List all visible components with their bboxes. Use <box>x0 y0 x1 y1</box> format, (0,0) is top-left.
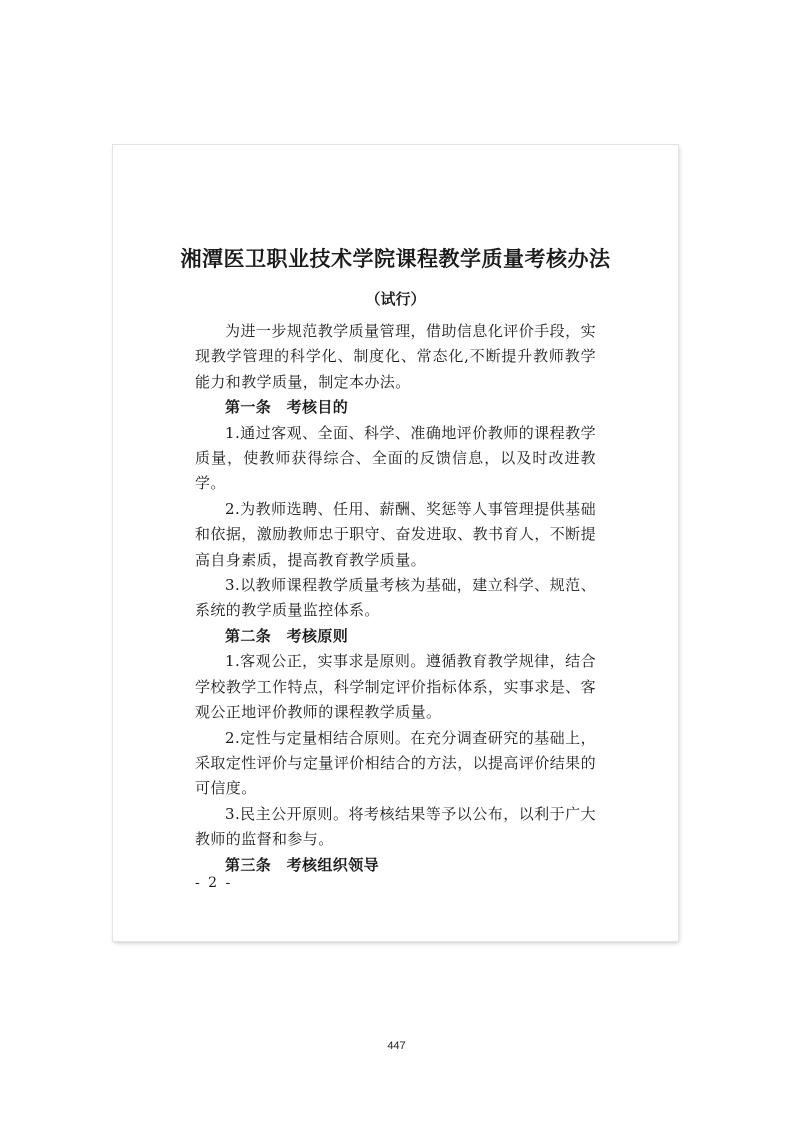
paragraph: 3.民主公开原则。将考核结果等予以公布，以利于广大教师的监督和参与。 <box>195 804 596 849</box>
document-body <box>195 319 596 878</box>
paragraph: 2.为教师选聘、任用、薪酬、奖惩等人事管理提供基础和依据，激励教师忠于职守、奋发进取、教书育人，不断提高自身素质，提高教育教学质量。 <box>195 499 596 569</box>
document-title: 湘潭医卫职业技术学院课程教学质量考核办法 <box>180 246 611 271</box>
document-subtitle: （试行） <box>365 290 426 308</box>
page-number: 447 <box>387 1040 406 1052</box>
section-heading-1: 第一条 考核目的 <box>225 398 349 417</box>
section-heading-2: 第二条 考核原则 <box>225 626 349 645</box>
paragraph: 1.客观公正，实事求是原则。遵循教育教学规律，结合学校教学工作特点，科学制定评价指标体系，实事求是、客观公正地评价教师的课程教学质量。 <box>195 652 596 722</box>
paragraph: 3.以教师课程教学质量考核为基础，建立科学、规范、系统的教学质量监控体系。 <box>195 576 596 620</box>
paragraph: 1.通过客观、全面、科学、准确地评价教师的课程教学质量，使教师获得综合、全面的反馈信息，以及时改进教学。 <box>195 423 596 493</box>
footer-page-number: - 2 - <box>195 875 233 891</box>
section-heading-3: 第三条 考核组织领导 <box>225 855 380 874</box>
scanned-page <box>113 145 678 941</box>
paragraph: 2.定性与定量相结合原则。在充分调查研究的基础上，采取定性评价与定量评价相结合的方法，以提高评价结果的可信度。 <box>195 728 596 798</box>
paragraph-intro: 为进一步规范教学质量管理，借助信息化评价手段，实现教学管理的科学化、制度化、常态化,不断提升教师教学能力和教学质量，制定本办法。 <box>195 322 596 391</box>
